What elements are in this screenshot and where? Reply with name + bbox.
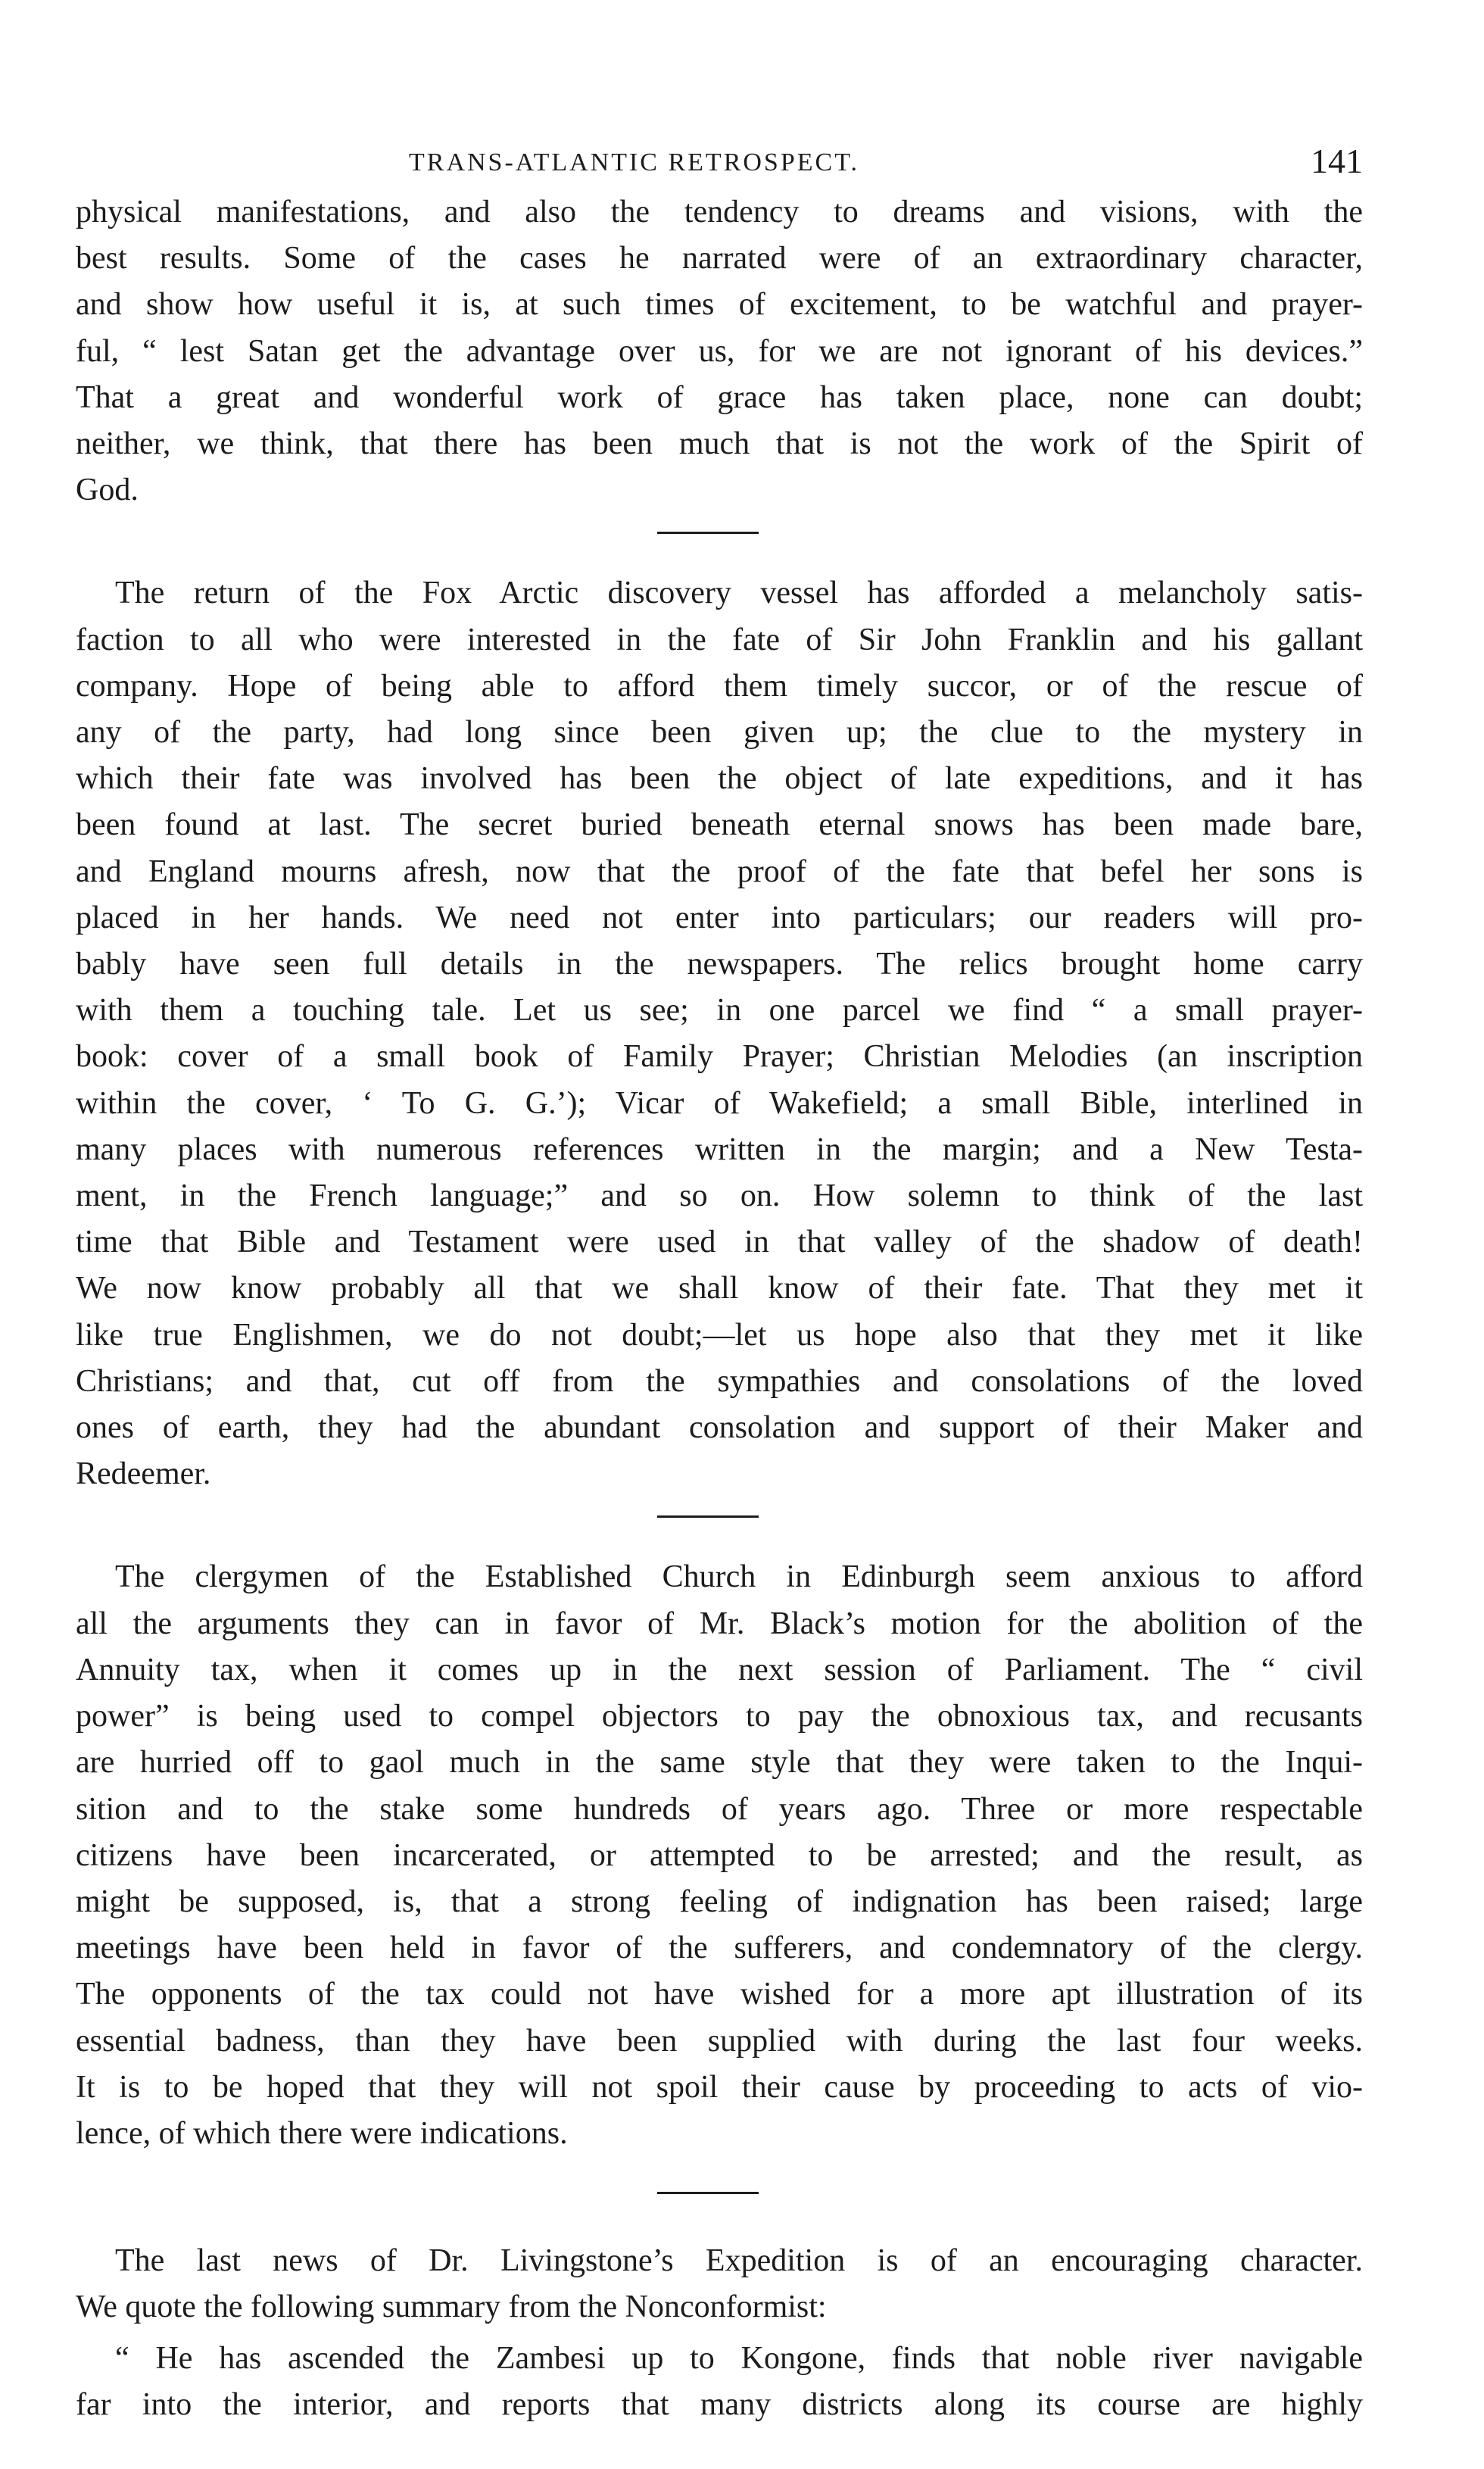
paragraph-revival [76, 189, 1363, 513]
text-line: That a great and wonderful work of grace has taken place, none can doubt; [76, 379, 1363, 415]
text-line: placed in her hands. We need not enter into particulars; our readers will pro- [76, 900, 1363, 935]
text-line: It is to be hoped that they will not spoil their cause by proceeding to acts of vio- [76, 2069, 1363, 2105]
text-line: best results. Some of the cases he narrated were of an extraordinary character, [76, 241, 1363, 276]
text-line: “ He has ascended the Zambesi up to Kongone, finds that noble river navigable [115, 2340, 1363, 2376]
text-line: power” is being used to compel objectors to pay the obnoxious tax, and recusants [76, 1699, 1363, 1734]
text-line: meetings have been held in favor of the sufferers, and condemnatory of the clergy. [76, 1931, 1363, 1966]
text-line: like true Englishmen, we do not doubt;—let us hope also that they met it like [76, 1317, 1363, 1353]
text-line: far into the interior, and reports that many districts along its course are highly [76, 2386, 1363, 2422]
text-line: ones of earth, they had the abundant consolation and support of their Maker and [76, 1410, 1363, 1446]
text-line: physical manifestations, and also the tendency to dreams and visions, with the [76, 195, 1363, 229]
text-line: Redeemer. [76, 1456, 211, 1492]
page-number: 141 [1311, 142, 1363, 180]
text-line: Annuity tax, when it comes up in the next session of Parliament. The “ civil [76, 1652, 1363, 1687]
text-line: which their fate was involved has been the object of late expeditions, and it has [76, 761, 1363, 797]
text-line: bably have seen full details in the newspapers. The relics brought home carry [76, 947, 1363, 982]
text-line: neither, we think, that there has been much that is not the work of the Spirit of [76, 426, 1363, 462]
text-line: essential badness, than they have been supplied with during the last four weeks. [76, 2023, 1363, 2059]
text-line: company. Hope of being able to afford them timely succor, or of the rescue of [76, 668, 1363, 704]
text-line: The return of the Fox Arctic discovery vessel has afforded a melancholy satis- [115, 576, 1363, 611]
paragraph-franklin [76, 570, 1363, 1497]
text-line: ful, “ lest Satan get the advantage over us, for we are not ignorant of his devices.” [76, 333, 1363, 369]
text-line: ment, in the French language;” and so on. How solemn to think of the last [76, 1178, 1363, 1214]
text-line: many places with numerous references written in the margin; and a New Testa- [76, 1131, 1363, 1167]
text-line: book: cover of a small book of Family Prayer; Christian Melodies (an inscription [76, 1039, 1363, 1075]
paragraph-quotation [76, 2336, 1363, 2428]
text-line: The opponents of the tax could not have wished for a more apt illustration of its [76, 1977, 1363, 2012]
text-line: We now know probably all that we shall know of their fate. That they met it [76, 1271, 1363, 1306]
page [76, 136, 1363, 2439]
section-divider [657, 1515, 759, 1518]
text-line: and England mourns afresh, now that the proof of the fate that befel her sons is [76, 854, 1363, 889]
paragraph-annuity-tax [76, 1554, 1363, 2157]
text-line: Christians; and that, cut off from the sympathies and consolations of the loved [76, 1363, 1363, 1399]
section-divider [657, 2192, 759, 2194]
text-line: citizens have been incarcerated, or attempted to be arrested; and the result, as [76, 1837, 1363, 1873]
section-divider [657, 532, 759, 534]
paragraph-livingstone [76, 2238, 1363, 2330]
text-line: faction to all who were interested in the fate of Sir John Franklin and his gallant [76, 622, 1363, 657]
text-line: been found at last. The secret buried beneath eternal snows has been made bare, [76, 807, 1363, 843]
text-line: might be supposed, is, that a strong feeling of indignation has been raised; large [76, 1884, 1363, 1919]
running-head [76, 136, 1363, 189]
text-line: all the arguments they can in favor of Mr. Black’s motion for the abolition of the [76, 1606, 1363, 1641]
text-line: with them a touching tale. Let us see; in one parcel we find “ a small prayer- [76, 993, 1363, 1028]
running-head-title: TRANS-ATLANTIC RETROSPECT. [409, 148, 859, 176]
text-line: sition and to the stake some hundreds of years ago. Three or more respectable [76, 1791, 1363, 1827]
text-line: are hurried off to gaol much in the same style that they were taken to the Inqui- [76, 1745, 1363, 1781]
text-line: within the cover, ‘ To G. G.’); Vicar of Wakefield; a small Bible, interlined in [76, 1085, 1363, 1121]
text-line: and show how useful it is, at such times of excitement, to be watchful and prayer- [76, 287, 1363, 323]
text-line: time that Bible and Testament were used in that valley of the shadow of death! [76, 1225, 1363, 1260]
text-line: any of the party, had long since been given up; the clue to the mystery in [76, 715, 1363, 751]
text-line: lence, of which there were indications. [76, 2115, 568, 2151]
text-line: God. [76, 473, 139, 508]
text-line: The last news of Dr. Livingstone’s Expedition is of an encouraging character. [115, 2243, 1363, 2279]
text-line: The clergymen of the Established Church in Edinburgh seem anxious to afford [115, 1559, 1363, 1595]
text-line: We quote the following summary from the Nonconformist: [76, 2290, 827, 2325]
